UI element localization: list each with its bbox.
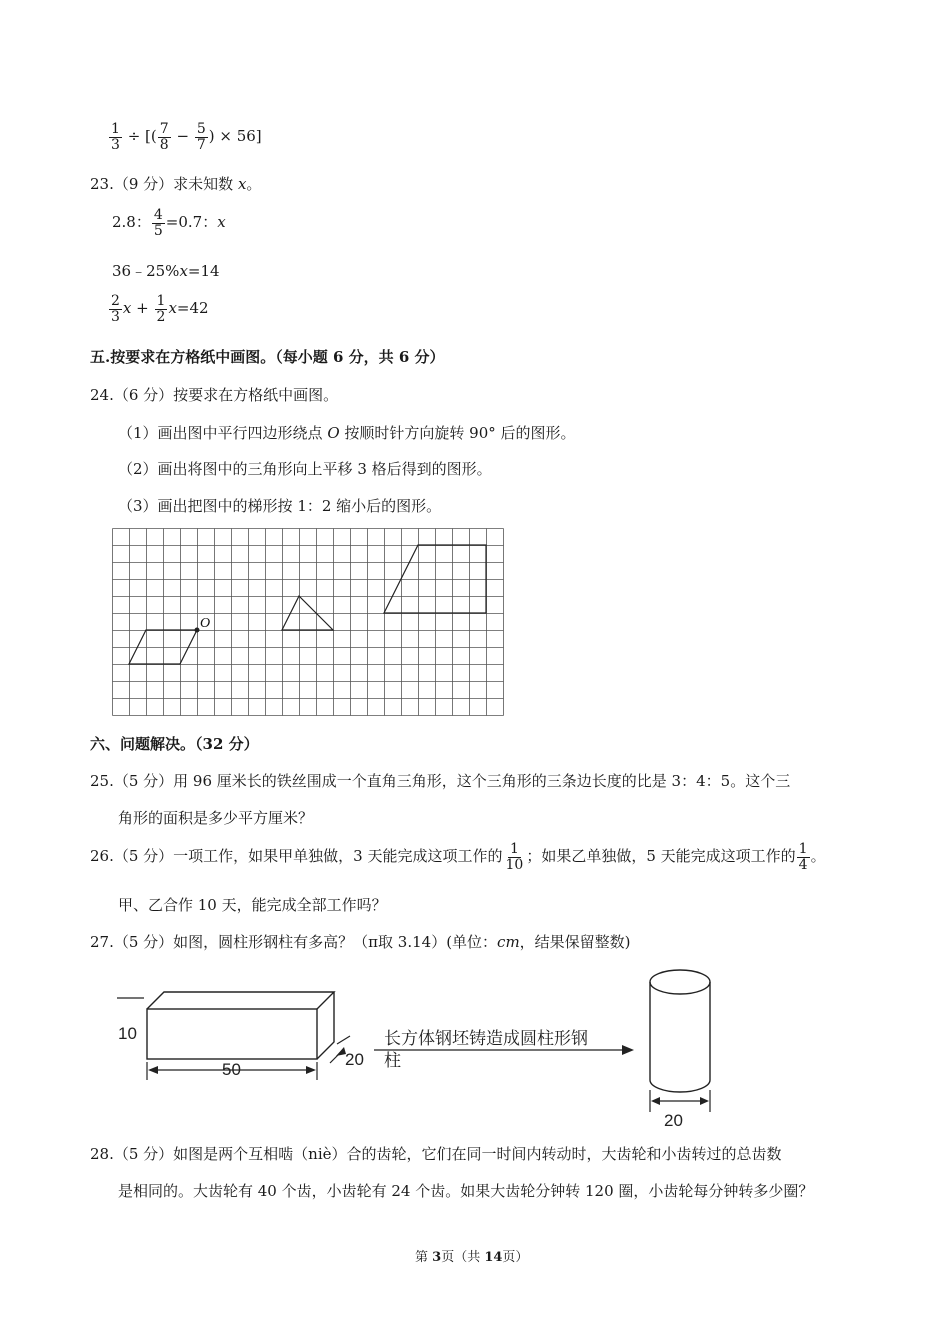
page-footer: 第 3页（共 14页） xyxy=(415,1250,529,1265)
q28-line-2: 是相同的。大齿轮有 40 个齿，小齿轮有 24 个齿。如果大齿轮分钟转 120 圈，小齿轮每分钟转多少圈？ xyxy=(118,1182,814,1200)
q24-subtask-3: （3）画出把图中的梯形按 1：2 缩小后的图形。 xyxy=(118,497,442,515)
q23-equation-1: 2.8： $\frac{4}{5}$ =0.7：x xyxy=(112,207,226,239)
dim-height-label: 10 xyxy=(118,1024,137,1043)
q24-subtask-1: （1）画出图中平行四边形绕点 O 按顺时针方向旋转 90° 后的图形。 xyxy=(118,424,576,442)
fraction: $\frac{7}{8}$ xyxy=(159,121,169,153)
q27-figure xyxy=(112,962,722,1130)
q26-line-1: 26.（5 分）一项工作，如果甲单独做，3 天能完成这项工作的 $\frac{1}{10}$ ；如果乙单独做，5 天能完成这项工作的 $\frac{1}{4}$ 。 xyxy=(90,841,826,873)
q22-expression xyxy=(108,122,262,152)
q27-heading: 27.（5 分）如图，圆柱形钢柱有多高？（π取 3.14）(单位：cm，结果保留整数) xyxy=(90,933,631,951)
q26-line-2: 甲、乙合作 10 天，能完成全部工作吗？ xyxy=(118,896,387,914)
section-6-title: 六、问题解决。（32 分） xyxy=(90,735,259,753)
cylinder-shape xyxy=(650,970,710,1092)
q25-line-2: 角形的面积是多少平方厘米？ xyxy=(118,809,314,827)
q24-subtask-2: （2）画出将图中的三角形向上平移 3 格后得到的图形。 xyxy=(118,460,492,478)
grid-paper xyxy=(112,528,506,720)
q23-equation-3: $\frac{2}{3}$ x + $\frac{1}{2}$ x=42 xyxy=(111,293,209,325)
arrow-caption-1: 长方体钢坯铸造成圆柱形钢 xyxy=(384,1029,588,1049)
parallelogram-shape xyxy=(129,630,197,664)
dim-diameter-label: 20 xyxy=(664,1111,683,1130)
op: ÷ [( xyxy=(127,127,157,146)
op: ) × 56] xyxy=(208,127,262,146)
op: − xyxy=(176,127,190,146)
triangle-shape xyxy=(282,596,333,630)
section-5-title: 五.按要求在方格纸中画图。（每小题 6 分，共 6 分） xyxy=(90,348,445,366)
q28-line-1: 28.（5 分）如图是两个互相啮（niè）合的齿轮，它们在同一时间内转动时，大齿轮和小齿转过的总齿数 xyxy=(90,1145,782,1163)
fraction: $\frac{5}{7}$ xyxy=(196,121,206,153)
q23-equation-2: 36﹣25%x=14 xyxy=(112,262,220,280)
point-o-label: O xyxy=(200,616,211,631)
q23-heading: 23.（9 分）求未知数 x。 xyxy=(90,175,262,193)
point-o xyxy=(195,628,200,633)
trapezoid-shape xyxy=(384,545,486,613)
q24-heading: 24.（6 分）按要求在方格纸中画图。 xyxy=(90,386,339,404)
dim-width-label: 20 xyxy=(345,1050,364,1069)
cuboid-shape xyxy=(147,992,334,1059)
q25-line-1: 25.（5 分）用 96 厘米长的铁丝围成一个直角三角形，这个三角形的三条边长度的比是 3：4：5。这个三 xyxy=(90,772,791,790)
arrow-caption-2: 柱 xyxy=(384,1051,401,1071)
dim-length-label: 50 xyxy=(222,1060,241,1079)
fraction: $\frac{1}{3}$ xyxy=(111,121,120,153)
